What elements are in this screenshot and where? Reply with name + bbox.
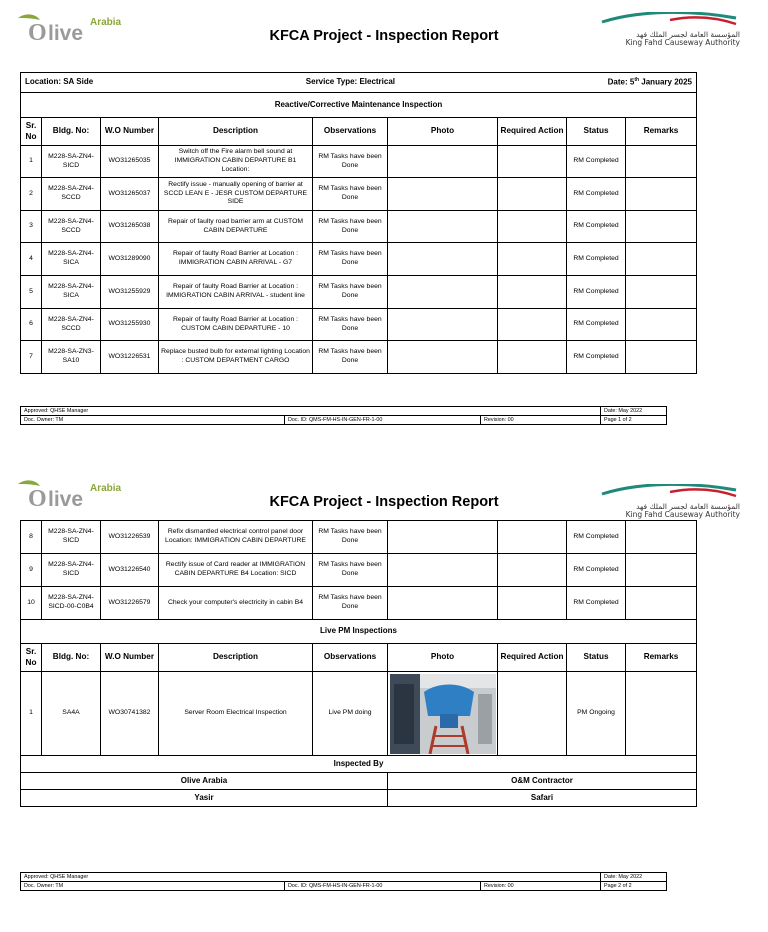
table-header-row — [21, 644, 697, 672]
cell-wo: WO31226539 — [101, 521, 159, 554]
table-row — [21, 309, 697, 341]
cell-status: RM Completed — [567, 521, 626, 554]
svg-text:Arabia: Arabia — [90, 483, 122, 494]
kfca-logo-english: King Fahd Causeway Authority — [625, 510, 740, 520]
cell-remarks — [626, 587, 697, 620]
col-header-bldg: Bldg. No: — [42, 644, 101, 672]
service-type-label: Service Type: Electrical — [305, 76, 396, 86]
footer-page-number: Page 2 of 2 — [601, 882, 667, 891]
cell-remarks — [626, 521, 697, 554]
cell-sr: 2 — [21, 178, 42, 211]
table-header-row — [21, 118, 697, 146]
cell-status: RM Completed — [567, 341, 626, 374]
cell-description: Repair of faulty Road Barrier at Location : CUSTOM CABIN DEPARTURE - 10 — [159, 309, 313, 341]
cell-remarks — [626, 243, 697, 276]
cell-sr: 1 — [21, 672, 42, 756]
cell-observations: RM Tasks have been Done — [313, 587, 388, 620]
cell-status: RM Completed — [567, 211, 626, 243]
cell-bldg: M228-SA-ZN4-SCCD — [42, 211, 101, 243]
footer-date: Date: May 2022 — [601, 873, 667, 882]
cell-wo: WO31289090 — [101, 243, 159, 276]
col-header-required-action: Required Action — [498, 644, 567, 672]
cell-observations: RM Tasks have been Done — [313, 554, 388, 587]
cell-remarks — [626, 276, 697, 309]
cell-bldg: M228-SA-ZN4-SCCD — [42, 309, 101, 341]
cell-required-action — [498, 587, 567, 620]
cell-photo — [388, 521, 498, 554]
cell-remarks — [626, 554, 697, 587]
cell-required-action — [498, 554, 567, 587]
cell-status: RM Completed — [567, 587, 626, 620]
cell-required-action — [498, 341, 567, 374]
kfca-logo — [600, 12, 740, 46]
table-row — [21, 521, 697, 554]
col-header-status: Status — [567, 644, 626, 672]
cell-photo — [388, 146, 498, 178]
footer-approved: Approved: QHSE Manager — [21, 407, 601, 416]
cell-sr: 10 — [21, 587, 42, 620]
cell-photo — [388, 178, 498, 211]
report-date: Date: 5th January 2025 — [607, 76, 692, 87]
table-row — [21, 243, 697, 276]
col-header-description: Description — [159, 118, 313, 146]
kfca-logo-arabic: المؤسسة العامة لجسر الملك فهد — [636, 30, 740, 39]
section-live-pm-title: Live PM Inspections — [21, 620, 697, 644]
cell-bldg: M228-SA-ZN4-SICD — [42, 554, 101, 587]
col-header-bldg: Bldg. No: — [42, 118, 101, 146]
cell-remarks — [626, 341, 697, 374]
cell-required-action — [498, 521, 567, 554]
cell-photo — [388, 276, 498, 309]
cell-description: Repair of faulty road barrier arm at CUSTOM CABIN DEPARTURE — [159, 211, 313, 243]
reactive-rows-page-1 — [21, 146, 697, 374]
cell-observations: RM Tasks have been Done — [313, 521, 388, 554]
cell-description: Rectify issue of Card reader at IMMIGRATION CABIN DEPARTURE B4 Location: SICD — [159, 554, 313, 587]
cell-sr: 9 — [21, 554, 42, 587]
cell-status: RM Completed — [567, 276, 626, 309]
cell-required-action — [498, 211, 567, 243]
table-row — [21, 672, 697, 756]
cell-bldg: M228-SA-ZN4-SCCD — [42, 178, 101, 211]
cell-wo: WO31255929 — [101, 276, 159, 309]
cell-required-action — [498, 178, 567, 211]
cell-description: Repair of faulty Road Barrier at Location : IMMIGRATION CABIN ARRIVAL - student line — [159, 276, 313, 309]
cell-wo: WO31226531 — [101, 341, 159, 374]
cell-description: Switch off the Fire alarm bell sound at IMMIGRATION CABIN DEPARTURE B1 Location: — [159, 146, 313, 178]
cell-description: Refix dismantled electrical control panel door Location: IMMIGRATION CABIN DEPARTURE — [159, 521, 313, 554]
footer-revision: Revision: 00 — [481, 416, 601, 425]
table-row — [21, 587, 697, 620]
cell-sr: 5 — [21, 276, 42, 309]
col-header-remarks: Remarks — [626, 118, 697, 146]
inspection-table-page-1 — [20, 72, 697, 374]
cell-required-action — [498, 672, 567, 756]
footer-revision: Revision: 00 — [481, 882, 601, 891]
cell-wo: WO31226579 — [101, 587, 159, 620]
table-row — [21, 178, 697, 211]
svg-text:Arabia: Arabia — [90, 17, 122, 28]
cell-observations: RM Tasks have been Done — [313, 309, 388, 341]
cell-observations: RM Tasks have been Done — [313, 341, 388, 374]
cell-remarks — [626, 146, 697, 178]
cell-bldg: M228-SA-ZN3-SA10 — [42, 341, 101, 374]
cell-wo: WO30741382 — [101, 672, 159, 756]
info-bar — [21, 73, 697, 93]
cell-remarks — [626, 309, 697, 341]
cell-bldg: M228-SA-ZN4-SICD-00-C0B4 — [42, 587, 101, 620]
olive-arabia-logo — [14, 478, 134, 510]
kfca-logo-english: King Fahd Causeway Authority — [625, 38, 740, 48]
cell-description: Server Room Electrical Inspection — [159, 672, 313, 756]
col-header-description: Description — [159, 644, 313, 672]
cell-status: RM Completed — [567, 309, 626, 341]
cell-status: RM Completed — [567, 554, 626, 587]
svg-text:live: live — [48, 488, 84, 510]
signoff-left-org: Olive Arabia — [21, 773, 388, 790]
svg-text:O: O — [28, 20, 47, 44]
signoff-right-org: O&M Contractor — [388, 773, 697, 790]
cell-status: RM Completed — [567, 178, 626, 211]
cell-photo — [388, 587, 498, 620]
footer-owner: Doc. Owner: TM — [21, 416, 285, 425]
cell-bldg: SA4A — [42, 672, 101, 756]
col-header-required-action: Required Action — [498, 118, 567, 146]
cell-required-action — [498, 146, 567, 178]
doc-footer-page-2 — [20, 872, 667, 891]
col-header-sr: Sr. No — [21, 644, 42, 672]
cell-photo — [388, 554, 498, 587]
cell-observations: RM Tasks have been Done — [313, 211, 388, 243]
reactive-rows-page-2 — [21, 521, 697, 620]
table-row — [21, 211, 697, 243]
signoff-right-name: Safari — [388, 790, 697, 807]
kfca-swoosh-icon — [600, 12, 740, 26]
cell-bldg: M228-SA-ZN4-SICD — [42, 146, 101, 178]
doc-footer-page-1 — [20, 406, 667, 425]
svg-text:O: O — [28, 486, 47, 510]
cell-sr: 4 — [21, 243, 42, 276]
page-title: KFCA Project - Inspection Report — [269, 28, 499, 44]
report-page-2 — [0, 466, 768, 932]
table-row — [21, 146, 697, 178]
cell-description: Repair of faulty Road Barrier at Location : IMMIGRATION CABIN ARRIVAL - G7 — [159, 243, 313, 276]
location-label: Location: SA Side — [25, 76, 94, 86]
cell-required-action — [498, 243, 567, 276]
cell-photo — [388, 243, 498, 276]
cell-remarks — [626, 211, 697, 243]
col-header-photo: Photo — [388, 118, 498, 146]
inspection-table-page-2 — [20, 520, 697, 807]
kfca-logo — [600, 484, 740, 518]
table-row — [21, 554, 697, 587]
col-header-sr: Sr. No — [21, 118, 42, 146]
cell-sr: 7 — [21, 341, 42, 374]
table-row — [21, 341, 697, 374]
cell-description: Rectify issue - manually opening of barrier at SCCD LEAN E - JESR CUSTOM DEPARTURE SIDE — [159, 178, 313, 211]
cell-wo: WO31226540 — [101, 554, 159, 587]
cell-remarks — [626, 178, 697, 211]
cell-photo — [388, 309, 498, 341]
cell-observations: RM Tasks have been Done — [313, 243, 388, 276]
col-header-photo: Photo — [388, 644, 498, 672]
cell-sr: 1 — [21, 146, 42, 178]
page-title: KFCA Project - Inspection Report — [269, 494, 499, 510]
cell-sr: 6 — [21, 309, 42, 341]
signoff-left-name: Yasir — [21, 790, 388, 807]
col-header-remarks: Remarks — [626, 644, 697, 672]
cell-observations: Live PM doing — [313, 672, 388, 756]
cell-sr: 8 — [21, 521, 42, 554]
col-header-status: Status — [567, 118, 626, 146]
cell-status: PM Ongoing — [567, 672, 626, 756]
cell-status: RM Completed — [567, 146, 626, 178]
cell-photo — [388, 672, 498, 756]
cell-status: RM Completed — [567, 243, 626, 276]
cell-description: Check your computer's electricity in cabin B4 — [159, 587, 313, 620]
cell-bldg: M228-SA-ZN4-SICA — [42, 276, 101, 309]
col-header-wo: W.O Number — [101, 118, 159, 146]
cell-wo: WO31265037 — [101, 178, 159, 211]
col-header-observations: Observations — [313, 118, 388, 146]
cell-bldg: M228-SA-ZN4-SICA — [42, 243, 101, 276]
cell-photo — [388, 211, 498, 243]
footer-doc-id: Doc. ID: QMS-FM-HS-IN-GEN-FR-1-00 — [285, 882, 481, 891]
cell-observations: RM Tasks have been Done — [313, 178, 388, 211]
cell-photo — [388, 341, 498, 374]
footer-page-number: Page 1 of 2 — [601, 416, 667, 425]
col-header-observations: Observations — [313, 644, 388, 672]
cell-observations: RM Tasks have been Done — [313, 146, 388, 178]
cell-bldg: M228-SA-ZN4-SICD — [42, 521, 101, 554]
cell-required-action — [498, 309, 567, 341]
svg-text:live: live — [48, 22, 84, 44]
cell-wo: WO31265035 — [101, 146, 159, 178]
col-header-wo: W.O Number — [101, 644, 159, 672]
kfca-logo-arabic: المؤسسة العامة لجسر الملك فهد — [636, 502, 740, 511]
footer-approved: Approved: QHSE Manager — [21, 873, 601, 882]
table-row — [21, 276, 697, 309]
cell-description: Replace busted bulb for external lighting Location : CUSTOM DEPARTMENT CARGO — [159, 341, 313, 374]
cell-wo: WO31265038 — [101, 211, 159, 243]
cell-remarks — [626, 672, 697, 756]
footer-doc-id: Doc. ID: QMS-FM-HS-IN-GEN-FR-1-00 — [285, 416, 481, 425]
cell-sr: 3 — [21, 211, 42, 243]
cell-wo: WO31255930 — [101, 309, 159, 341]
inspected-by-title: Inspected By — [21, 756, 697, 773]
cell-required-action — [498, 276, 567, 309]
kfca-swoosh-icon — [600, 484, 740, 498]
footer-owner: Doc. Owner: TM — [21, 882, 285, 891]
footer-date: Date: May 2022 — [601, 407, 667, 416]
section-reactive-title: Reactive/Corrective Maintenance Inspection — [21, 93, 697, 118]
inspection-photo — [390, 674, 496, 754]
cell-observations: RM Tasks have been Done — [313, 276, 388, 309]
olive-arabia-logo — [14, 12, 134, 44]
